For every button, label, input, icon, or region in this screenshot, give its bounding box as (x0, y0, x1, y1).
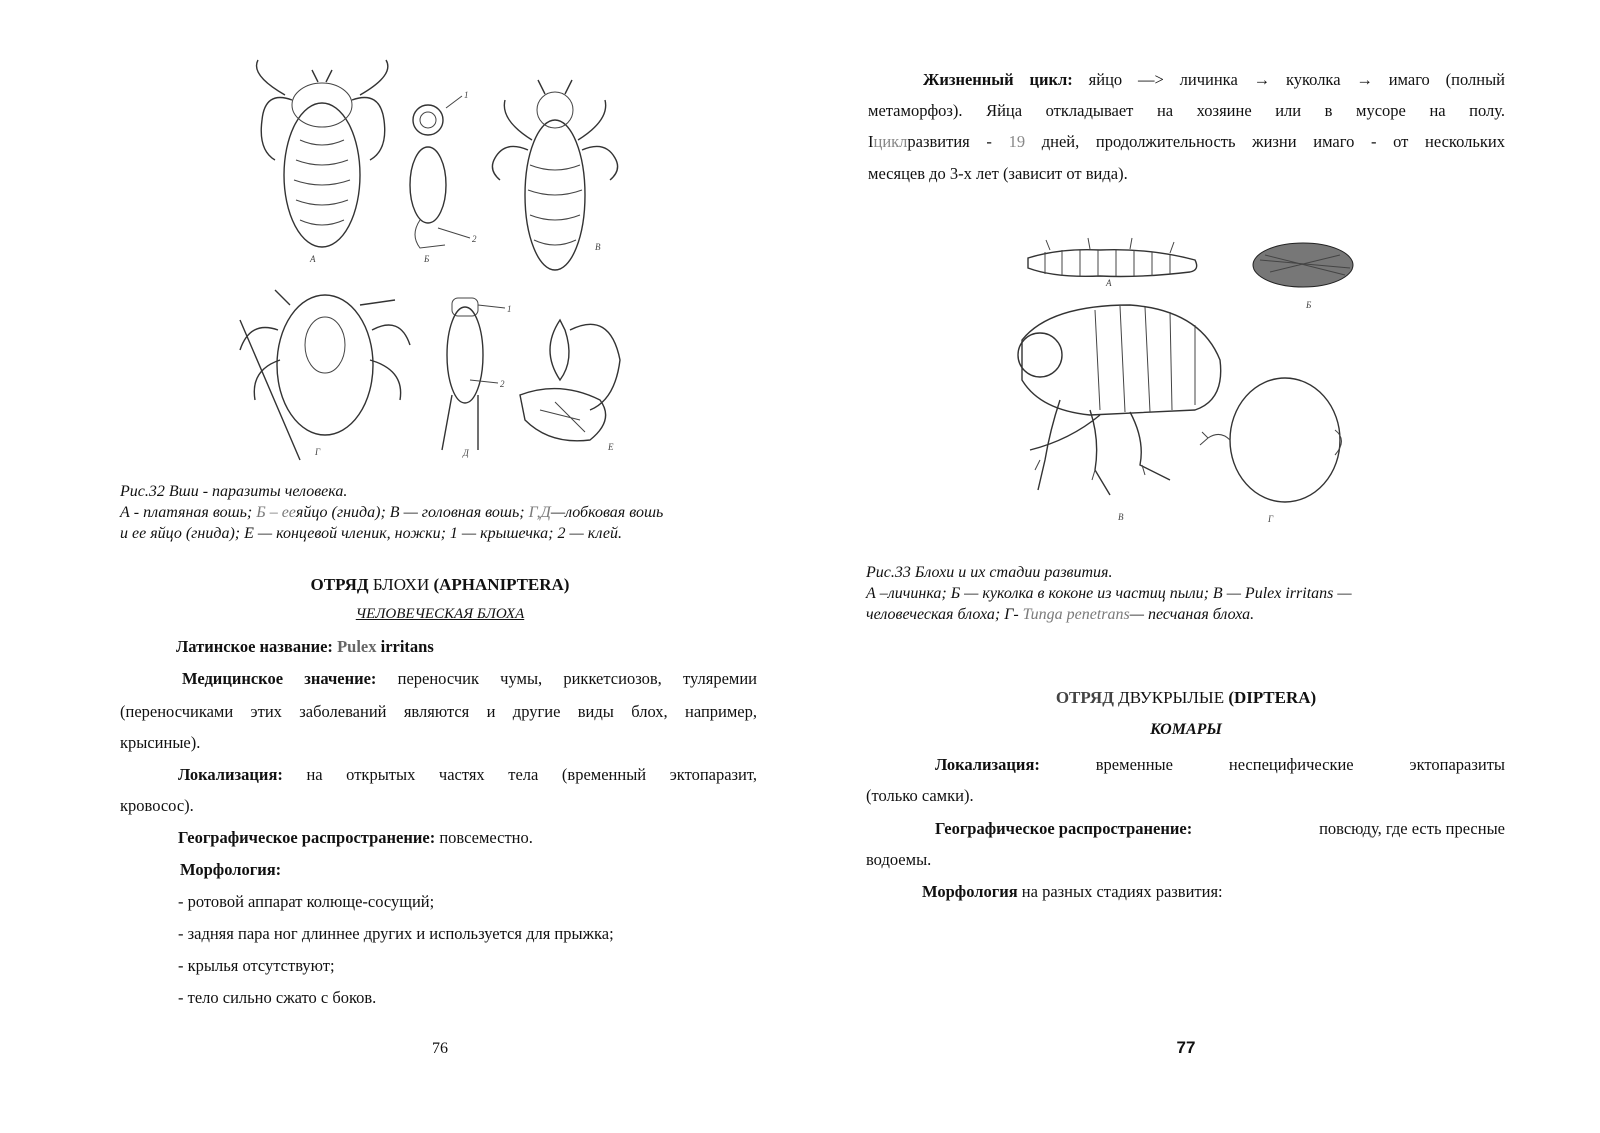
label-b: Б (1306, 300, 1312, 310)
section-title-latin: (DIPTERA) (1228, 688, 1317, 707)
flea-v-drawing (1018, 305, 1221, 522)
caption-text-gray: Г,Д (528, 504, 551, 521)
morphology-item: - ротовой аппарат колюще-сосущий; (178, 892, 435, 911)
localization-label: Локализация: (935, 755, 1040, 774)
life-cycle-label: Жизненный цикл: (923, 70, 1073, 89)
nit-b-drawing (410, 90, 477, 264)
geography-text: повсеместно. (435, 828, 533, 847)
medical-line-2: (переносчиками этих заболеваний являются и другие виды блох, например, (120, 702, 757, 721)
localization-word: эктопаразиты (1409, 755, 1505, 774)
page-number: 76 (432, 1040, 448, 1057)
label-a: А (310, 254, 316, 264)
caption-line-3: и ее яйцо (гнида); Е — концевой членик, ножки; 1 — крышечка; 2 — клей. (120, 525, 622, 542)
caption-text: человеческая блоха; Г- (866, 606, 1023, 623)
label-b: Б (424, 254, 430, 264)
latin-name-line (176, 637, 766, 657)
geography-line-1 (935, 819, 1505, 839)
sand-flea-g-drawing (1200, 378, 1342, 524)
latin-genus: Pulex (337, 637, 377, 656)
life-cycle-text-gray: 19 (1008, 132, 1026, 151)
label-b-2: 2 (472, 234, 477, 244)
localization-text: на открытых частях тела (временный эктопаразит, (282, 765, 757, 784)
morphology-item: - тело сильно сжато с боков. (178, 988, 377, 1007)
figure-32-caption (120, 481, 760, 544)
geography-label: Географическое распространение: (178, 828, 436, 847)
caption-line-3 (866, 604, 1506, 625)
label-g: Г (1268, 514, 1274, 524)
section-title-part: ОТРЯД (310, 575, 373, 594)
medical-text: переносчик чумы, риккетсиозов, туляремии (376, 669, 757, 688)
geography-label: Географическое распространение: (935, 819, 1193, 838)
morphology-label: Морфология: (180, 860, 282, 879)
nit-d-drawing (442, 298, 512, 458)
louse-g-drawing (240, 290, 410, 460)
life-cycle-text: развития - (907, 132, 1009, 151)
label-d-1: 1 (507, 304, 512, 314)
louse-a-drawing (257, 60, 388, 264)
page-number: 77 (1176, 1038, 1196, 1057)
localization-word: неспецифические (1228, 755, 1354, 774)
life-cycle-line-2: метаморфоз). Яйца откладывает на хозяине или в мусоре на полу. (868, 101, 1505, 120)
morphology-item: - задняя пара ног длиннее других и используется для прыжка; (178, 924, 614, 943)
life-cycle-text: I (868, 132, 874, 151)
latin-label: Латинское название: (176, 637, 338, 656)
section-title (866, 688, 1506, 708)
label-d-2: 2 (500, 379, 505, 389)
figure-33-caption (866, 562, 1506, 625)
localization-line-1 (935, 755, 1505, 775)
localization-line-2: (только самки). (866, 786, 974, 805)
caption-text: — песчаная блоха. (1129, 606, 1255, 623)
localization-label: Локализация: (178, 765, 283, 784)
life-cycle-text-gray: цикл (873, 132, 908, 151)
caption-line-1: Рис.32 Вши - паразиты человека. (120, 483, 348, 500)
medical-line-3: крысиные). (120, 733, 201, 752)
section-title-latin: (APHANIPTERA) (433, 575, 570, 594)
subsection-title: ЧЕЛОВЕЧЕСКАЯ БЛОХА (355, 606, 525, 622)
life-cycle-text: яйцо —> личинка → куколка → имаго (полный (1072, 70, 1505, 89)
caption-text: —лобковая вошь (550, 504, 664, 521)
medical-label: Медицинское значение: (182, 669, 377, 688)
label-v: В (595, 242, 601, 252)
caption-text: яйцо (гнида); В — головная вошь; (295, 504, 529, 521)
morphology-list (178, 892, 768, 1020)
label-g: Г (315, 447, 321, 457)
caption-text: А - платяная вошь; (120, 504, 257, 521)
caption-text-gray: Tunga penetrans (1022, 606, 1130, 623)
morphology-text: на разных стадиях развития: (1017, 882, 1223, 901)
label-v: В (1118, 512, 1124, 522)
geography-line-2: водоемы. (866, 850, 932, 869)
larva-a-drawing (1028, 238, 1197, 288)
section-title-part: ОТРЯД (1055, 688, 1114, 707)
medical-line-1 (182, 669, 757, 689)
localization-line-2: кровосос). (120, 796, 194, 815)
figure-lice-illustration (0, 0, 800, 480)
localization-line-1 (178, 765, 757, 785)
geography-text: повсюду, где есть пресные (1319, 819, 1505, 838)
life-cycle-line-4: месяцев до 3-х лет (зависит от вида). (868, 164, 1128, 183)
life-cycle-text: дней, продолжительность жизни имаго - от нескольких (1025, 132, 1505, 151)
label-d: Д (463, 448, 469, 458)
label-b-1: 1 (464, 90, 469, 100)
label-a: А (1106, 278, 1112, 288)
right-page (800, 0, 1600, 1133)
figure-flea-illustration (800, 0, 1600, 560)
morphology-item: - крылья отсутствуют; (178, 956, 335, 975)
label-e: Е (608, 442, 614, 452)
latin-species: irritans (376, 637, 434, 656)
geography-line (178, 828, 768, 848)
section-title-part: ДВУКРЫЛЫЕ (1113, 688, 1229, 707)
subsection-title: КОМАРЫ (1150, 721, 1222, 738)
section-title (120, 575, 760, 595)
caption-line-2: А –личинка; Б — куколка в коконе из частиц пыли; В — Pulex irritans — (866, 585, 1352, 602)
caption-line-1: Рис.33 Блохи и их стадии развития. (866, 564, 1113, 581)
section-title-part: БЛОХИ (372, 575, 434, 594)
caption-line-2 (120, 502, 760, 523)
cocoon-b-drawing (1253, 243, 1353, 310)
localization-word: временные (1095, 755, 1173, 774)
claw-e-drawing (520, 320, 620, 452)
morphology-line (922, 882, 1522, 902)
louse-v-drawing (492, 80, 617, 270)
morphology-label: Морфология (922, 882, 1018, 901)
caption-text-gray: Б – ее (256, 504, 296, 521)
